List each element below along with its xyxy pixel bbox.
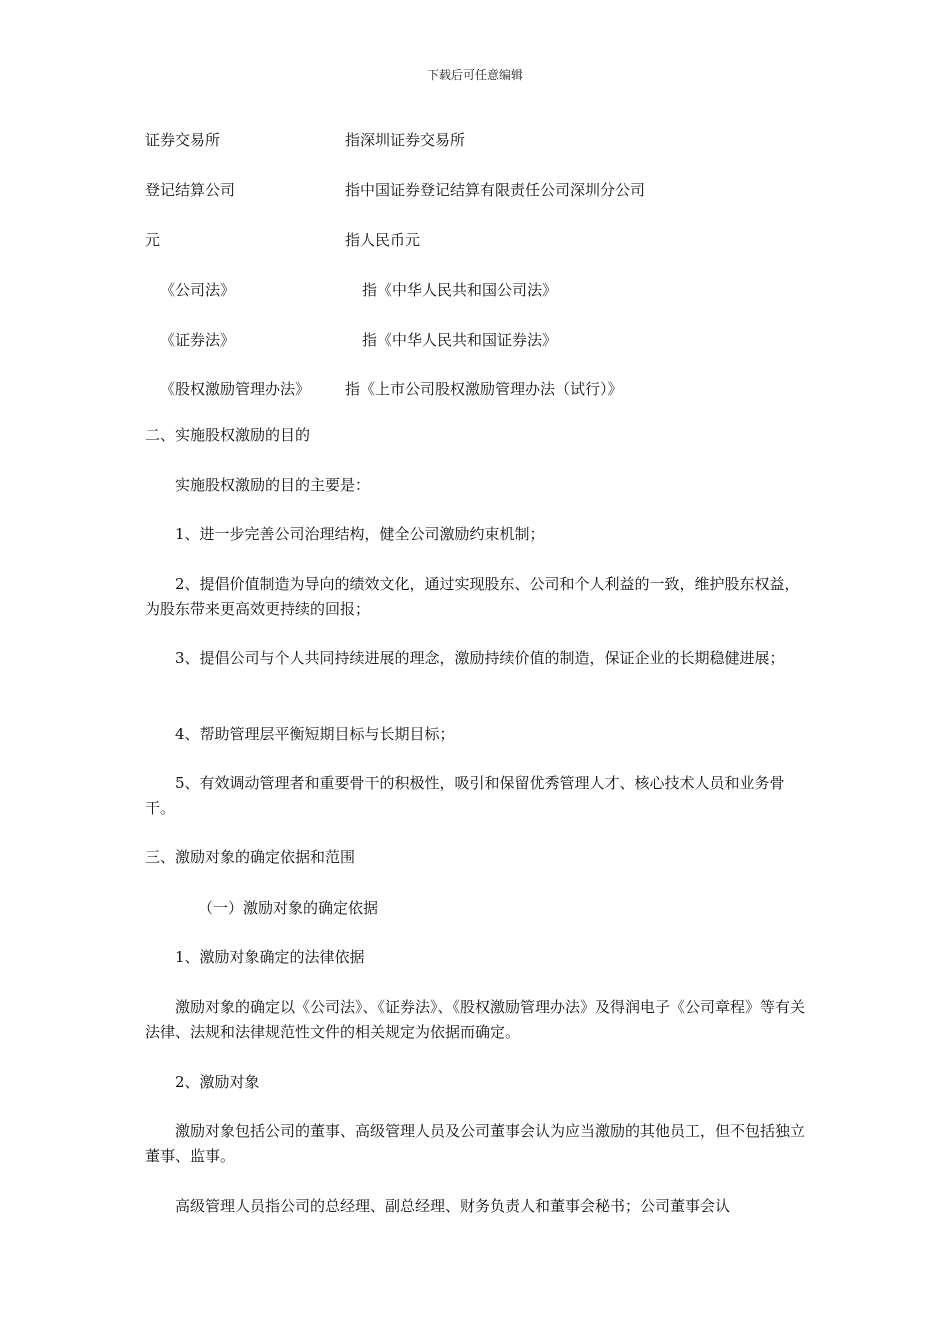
definition-meaning: 指深圳证券交易所 bbox=[345, 131, 466, 149]
item-title: 1、激励对象确定的法律依据 bbox=[175, 948, 365, 966]
paragraph: 实施股权激励的目的主要是： bbox=[175, 476, 371, 494]
definition-term: 登记结算公司 bbox=[145, 181, 236, 199]
item-title: 2、激励对象 bbox=[175, 1073, 260, 1091]
definition-meaning: 指《中华人民共和国证券法》 bbox=[362, 331, 558, 349]
definition-term: 证券交易所 bbox=[145, 131, 221, 149]
definition-meaning: 指《上市公司股权激励管理办法（试行）》 bbox=[345, 380, 623, 398]
list-item: 3、提倡公司与个人共同持续进展的理念，激励持续价值的制造，保证企业的长期稳健进展； bbox=[175, 649, 785, 667]
list-item: 4、帮助管理层平衡短期目标与长期目标； bbox=[175, 725, 455, 743]
definition-meaning: 指《中华人民共和国公司法》 bbox=[362, 281, 558, 299]
list-item: 1、进一步完善公司治理结构，健全公司激励约束机制； bbox=[175, 525, 545, 543]
definition-term: 《股权激励管理办法》 bbox=[160, 380, 311, 398]
definition-meaning: 指人民币元 bbox=[345, 231, 421, 249]
subsection-heading: （一）激励对象的确定依据 bbox=[198, 899, 379, 917]
definition-meaning: 指中国证券登记结算有限责任公司深圳分公司 bbox=[345, 181, 646, 199]
list-item: 2、提倡价值制造为导向的绩效文化，通过实现股东、公司和个人利益的一致，维护股东权益，为股东带来更高效更持续的回报； bbox=[145, 575, 800, 618]
definition-term: 《证券法》 bbox=[160, 331, 236, 349]
section-heading: 三、激励对象的确定依据和范围 bbox=[145, 848, 356, 866]
paragraph: 激励对象包括公司的董事、高级管理人员及公司董事会认为应当激励的其他员工，但不包括独立董事、监事。 bbox=[145, 1122, 806, 1165]
definition-term: 元 bbox=[145, 231, 161, 249]
definition-term: 《公司法》 bbox=[160, 281, 236, 299]
page-header: 下载后可任意编辑 bbox=[426, 68, 523, 82]
paragraph: 激励对象的确定以《公司法》、《证券法》、《股权激励管理办法》及得润电子《公司章程》等有关法律、法规和法律规范性文件的相关规定为依据而确定。 bbox=[145, 998, 806, 1041]
section-heading: 二、实施股权激励的目的 bbox=[145, 426, 311, 444]
paragraph: 高级管理人员指公司的总经理、副总经理、财务负责人和董事会秘书；公司董事会认 bbox=[175, 1197, 731, 1215]
list-item: 5、有效调动管理者和重要骨干的积极性，吸引和保留优秀管理人才、核心技术人员和业务骨干。 bbox=[145, 774, 785, 817]
